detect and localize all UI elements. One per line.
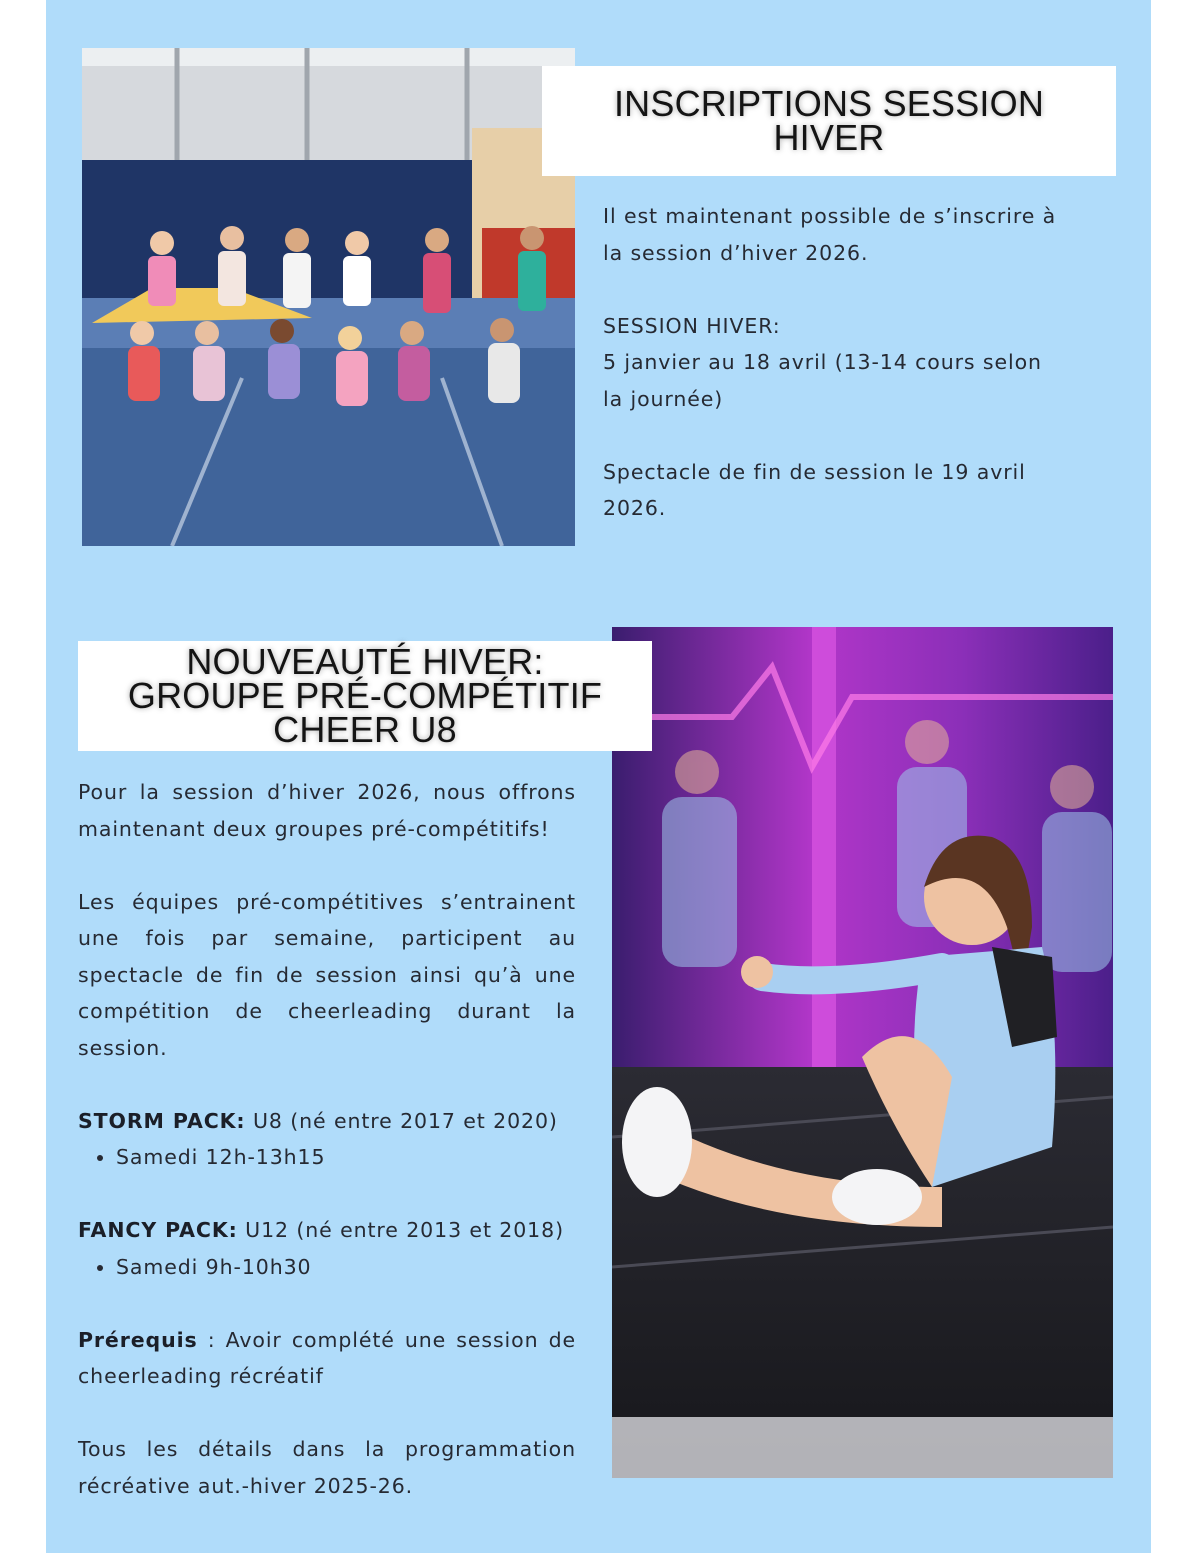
- section1-title-line: INSCRIPTIONS SESSION: [613, 83, 1045, 124]
- group-schedule: • Samedi 12h-13h15: [116, 1139, 576, 1176]
- session-dates-line: la journée): [603, 386, 724, 411]
- p2-line: Les équipes pré-compétitives s’entrainent: [78, 889, 576, 914]
- p2-line: une fois par semaine, participent au: [78, 926, 576, 950]
- section1-intro-line: Il est maintenant possible de s’inscrire à: [603, 204, 1057, 228]
- group-schedule-list: [78, 1139, 576, 1176]
- group-heading: [78, 1212, 576, 1249]
- section2-text: [78, 774, 576, 1504]
- group-schedule: • Samedi 9h-10h30: [116, 1249, 576, 1286]
- section1-intro-line: la session d’hiver 2026.: [603, 240, 869, 265]
- section1-title-banner: [542, 66, 1116, 176]
- group-detail: U12 (né entre 2013 et 2018): [237, 1218, 564, 1242]
- p1-line: Pour la session d’hiver 2026, nous offrons: [78, 780, 576, 804]
- session-label: SESSION HIVER:: [603, 313, 781, 338]
- section2-title-line: GROUPE PRÉ-COMPÉTITIF: [127, 675, 603, 716]
- section2-title-line: CHEER U8: [273, 709, 457, 750]
- group-heading: [78, 1103, 576, 1140]
- section1-title-line: HIVER: [773, 117, 885, 158]
- cheerleader-photo: [612, 627, 1113, 1478]
- section1-text: [603, 198, 1103, 527]
- prereq-line: cheerleading récréatif: [78, 1364, 324, 1388]
- p2-line: session.: [78, 1035, 168, 1060]
- p1-line: maintenant deux groupes pré-compétitifs!: [78, 816, 550, 841]
- group-name: FANCY PACK:: [78, 1218, 238, 1242]
- section2-title-line: NOUVEAUTÉ HIVER:: [186, 641, 544, 682]
- prereq-line: [78, 1322, 576, 1359]
- session-dates-line: 5 janvier au 18 avril (13-14 cours selon: [603, 350, 1042, 374]
- show-line: 2026.: [603, 496, 667, 520]
- details-line: récréative aut.-hiver 2025-26.: [78, 1473, 414, 1498]
- kids-gym-photo: [82, 48, 575, 546]
- prereq-text: : Avoir complété une session de: [197, 1327, 576, 1352]
- p2-line: spectacle de fin de session ainsi qu’à une: [78, 962, 576, 987]
- p2-line: compétition de cheerleading durant la: [78, 999, 576, 1023]
- prereq-label: Prérequis: [78, 1327, 198, 1352]
- section2-title-banner: [78, 641, 652, 751]
- group-name: STORM PACK:: [78, 1108, 246, 1133]
- details-line: Tous les détails dans la programmation: [78, 1437, 576, 1461]
- group-detail: U8 (né entre 2017 et 2020): [245, 1108, 558, 1133]
- show-line: Spectacle de fin de session le 19 avril: [603, 459, 1026, 484]
- group-schedule-list: [78, 1249, 576, 1286]
